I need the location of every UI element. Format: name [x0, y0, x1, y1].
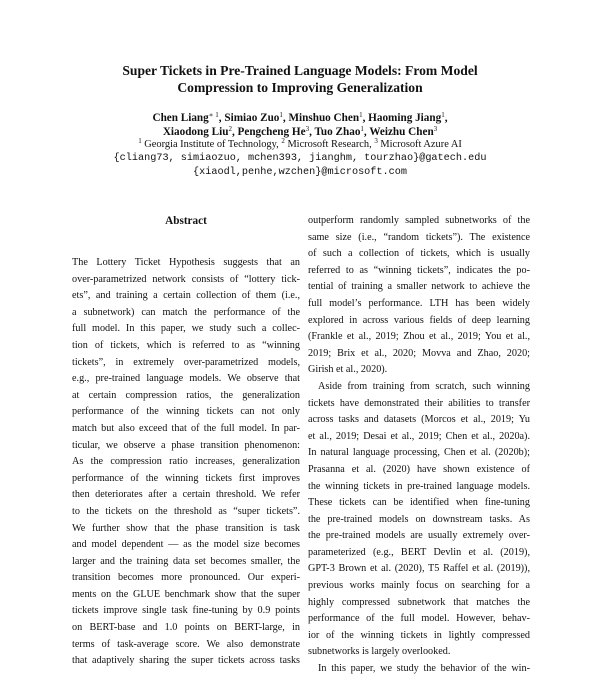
text-line: These tickets can be identified when fine-tuning — [308, 497, 530, 509]
text-line: the pre-trained models on downstream tasks. As — [308, 513, 530, 525]
text-line: same size (i.e., “random tickets”). The existence — [308, 231, 530, 243]
affil-mark: 3 — [374, 137, 378, 145]
text-line: then deteriorates after a certain threshold. We refer — [72, 489, 300, 501]
author-name: Weizhu Chen — [369, 126, 434, 138]
text-line: Prasanna et al. (2020) have shown existence of — [308, 463, 530, 475]
text-line: ior of the winning tickets in lightly compressed — [308, 629, 530, 641]
text-line: parameterized (e.g., BERT Devlin et al. (2019), — [308, 546, 530, 558]
text-line: tickets have demonstrated their abilities to transfer — [308, 397, 530, 409]
text-line: full model’s performance. LTH has been widely — [308, 297, 530, 309]
text-line: In this paper, we study the behavior of the win- — [318, 663, 530, 675]
author-affil-mark: 3 — [305, 125, 310, 133]
text-line: on BERT-base and 1.0 points on BERT-large, in — [72, 622, 300, 634]
author-affil-mark: 1 — [279, 111, 283, 119]
title-line: Super Tickets in Pre-Trained Language Models: From Model — [122, 63, 478, 78]
text-line: performance of the winning tickets can not only — [72, 406, 300, 418]
text-line: performance of the winning tickets first improves — [72, 472, 300, 484]
text-line: (Frankle et al., 2019; Zhou et al., 2019; You et al., — [308, 331, 530, 343]
affiliations — [40, 139, 560, 151]
text-line: In natural language processing, Chen et al. (2020b); — [308, 447, 530, 459]
author-name: Simiao Zuo — [224, 112, 280, 124]
intro-body — [308, 213, 530, 678]
text-line: previous works mainly focus on searching for a — [308, 580, 530, 592]
text-line: As the compression ratio increases, generalization — [72, 456, 300, 468]
text-line: transition becomes more pronounced. Our experi- — [72, 572, 300, 584]
text-line: e.g., pre-trained language models. We observe that — [72, 373, 300, 385]
text-line: that adaptively sharing the super tickets across tasks — [72, 655, 300, 667]
text-line: GPT-3 Brown et al. (2020), T5 Raffel et al. (2019)), — [308, 563, 530, 575]
text-line: outperform randomly sampled subnetworks of the — [308, 215, 530, 226]
email-line: {xiaodl,penhe,wzchen}@microsoft.com — [193, 167, 407, 178]
text-line: highly compressed subnetwork that matches the — [308, 596, 530, 608]
author-line-1: Chen Liang$^{∗ 1}$, Simiao Zuo$^1$, Minshuo Chen$^1$, Haoming Jiang$^1$, — [152, 111, 448, 124]
text-line: The Lottery Ticket Hypothesis suggests that an — [72, 257, 300, 268]
text-line: a subnetwork) can match the performance of the — [72, 306, 300, 318]
text-line: at certain compression ratios, the generalization — [72, 389, 300, 401]
affiliation: Microsoft Azure AI — [380, 139, 462, 150]
text-line: ticular, we observe a phase transition phenomenon: — [72, 439, 300, 451]
affiliation: Microsoft Research, — [287, 139, 372, 150]
text-line: subnetworks is largely overlooked. — [308, 646, 451, 658]
text-line: et al., 2019; Desai et al., 2019; Chen et al., 2020a). — [308, 430, 530, 442]
author-affil-mark: ∗ 1 — [208, 111, 219, 119]
author-affil-mark: 1 — [360, 125, 364, 133]
text-line: 2019; Brix et al., 2020; Movva and Zhao, 2020; — [308, 347, 530, 359]
text-line: the pre-trained models are usually extremely over- — [308, 530, 530, 542]
author-list — [40, 111, 560, 139]
author-name: Xiaodong Liu — [162, 126, 229, 138]
affiliation: Georgia Institute of Technology, — [144, 139, 279, 150]
author-emails — [40, 152, 560, 180]
author-affil-mark: 2 — [228, 125, 232, 133]
email-line: {cliang73, simiaozuo, mchen393, jianghm, tourzhao}@gatech.edu — [113, 153, 487, 164]
author-name: Minshuo Chen — [288, 112, 360, 124]
abstract-body — [72, 255, 300, 670]
author-name: Tuo Zhao — [314, 126, 361, 138]
text-line: over-parametrized network consists of “lottery tick- — [72, 273, 300, 285]
text-line: Aside from training from scratch, such winning — [318, 380, 530, 392]
text-line: explored in across various fields of deep learning — [308, 314, 530, 326]
author-affil-mark: 1 — [359, 111, 363, 119]
affil-mark: 2 — [281, 137, 285, 145]
text-line: to the tickets on the threshold as “super tickets”. — [72, 505, 300, 517]
text-line: terms of task-average score. We also demonstrate — [72, 638, 300, 650]
author-line-2: Xiaodong Liu$^2$, Pengcheng He$^3$, Tuo Zhao$^1$, Weizhu Chen$^3$ — [162, 125, 438, 138]
text-line: the winning tickets in pre-trained language models. — [308, 480, 530, 492]
text-line: We further show that the phase transition is task — [72, 522, 300, 534]
text-line: performance of the full model. However, behav- — [308, 613, 530, 625]
text-line: of such a collection of tickets, which is usually — [308, 248, 530, 260]
text-line: referred to as “winning tickets”, indicates the po- — [308, 264, 530, 276]
text-line: and model dependent — as the model size becomes — [72, 539, 300, 551]
text-line: Girish et al., 2020). — [308, 364, 388, 376]
text-line: full model. In this paper, we study such a collec- — [72, 323, 300, 335]
affil-mark: 1 — [138, 137, 142, 145]
author-name: Chen Liang — [152, 112, 209, 124]
author-affil-mark: 1 — [441, 111, 445, 119]
author-name: Pengcheng He — [237, 126, 306, 138]
text-line: across tasks and datasets (Morcos et al., 2019; Yu — [308, 414, 530, 426]
paper-title — [60, 62, 540, 96]
text-line: larger and the training data set becomes smaller, the — [72, 555, 300, 567]
text-line: ments on the GLUE benchmark show that the super — [72, 588, 300, 600]
text-line: tential of training a smaller network to achieve the — [308, 281, 530, 293]
text-line: match but also exceed that of the full model. In par- — [72, 422, 300, 434]
author-name: Haoming Jiang — [368, 112, 442, 124]
abstract-heading: Abstract — [165, 215, 207, 227]
text-line: tion of tickets, which is referred to as “winning — [72, 339, 300, 351]
title-line: Compression to Improving Generalization — [177, 80, 423, 95]
text-line: tickets improve single task fine-tuning by 0.9 points — [72, 605, 300, 617]
text-line: tickets”, in extremely over-parametrized models, — [72, 356, 300, 368]
text-line: ets”, and training a certain collection of them (i.e., — [72, 290, 300, 302]
author-affil-mark: 3 — [433, 125, 438, 133]
